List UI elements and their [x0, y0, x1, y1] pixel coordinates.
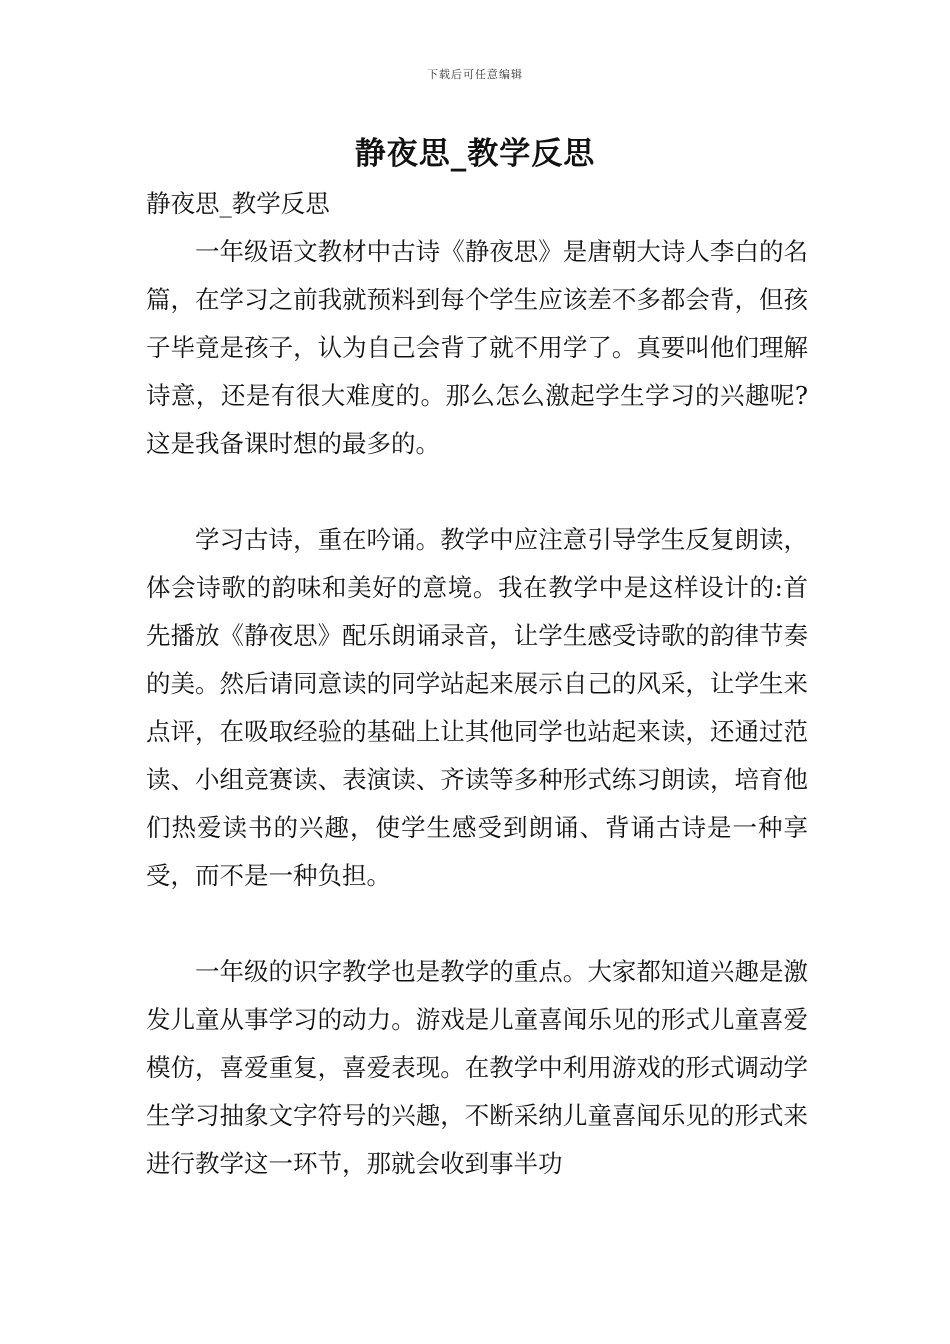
document-body — [146, 180, 808, 1188]
header-note: 下载后可任意编辑 — [427, 68, 523, 81]
paragraph-2: 学习古诗，重在吟诵。教学中应注意引导学生反复朗读，体会诗歌的韵味和美好的意境。我在教学中是这样设计的:首先播放《静夜思》配乐朗诵录音，让学生感受诗歌的韵律节奏的美。然后请同意读的同学站起来展示自己的风采，让学生来点评，在吸取经验的基础上让其他同学也站起来读，还通过范读、小组竞赛读、表演读、齐读等多种形式练习朗读，培育他们热爱读书的兴趣，使学生感受到朗诵、背诵古诗是一种享受，而不是一种负担。 — [146, 525, 808, 890]
paragraph-3: 一年级的识字教学也是教学的重点。大家都知道兴趣是激发儿童从事学习的动力。游戏是儿童喜闻乐见的形式儿童喜爱模仿，喜爱重复，喜爱表现。在教学中利用游戏的形式调动学生学习抽象文字符号的兴趣，不断采纳儿童喜闻乐见的形式来进行教学这一环节，那就会收到事半功 — [146, 957, 808, 1178]
paragraph-spacer — [146, 900, 808, 948]
page-title: 静夜思_教学反思 — [354, 136, 596, 172]
paragraph-1: 一年级语文教材中古诗《静夜思》是唐朝大诗人李白的名篇，在学习之前我就预料到每个学生应该差不多都会背，但孩子毕竟是孩子，认为自己会背了就不用学了。真要叫他们理解诗意，还是有很大难度的。那么怎么激起学生学习的兴趣呢?这是我备课时想的最多的。 — [146, 237, 808, 458]
paragraph-spacer — [146, 468, 808, 516]
document-subtitle: 静夜思_教学反思 — [146, 189, 330, 218]
